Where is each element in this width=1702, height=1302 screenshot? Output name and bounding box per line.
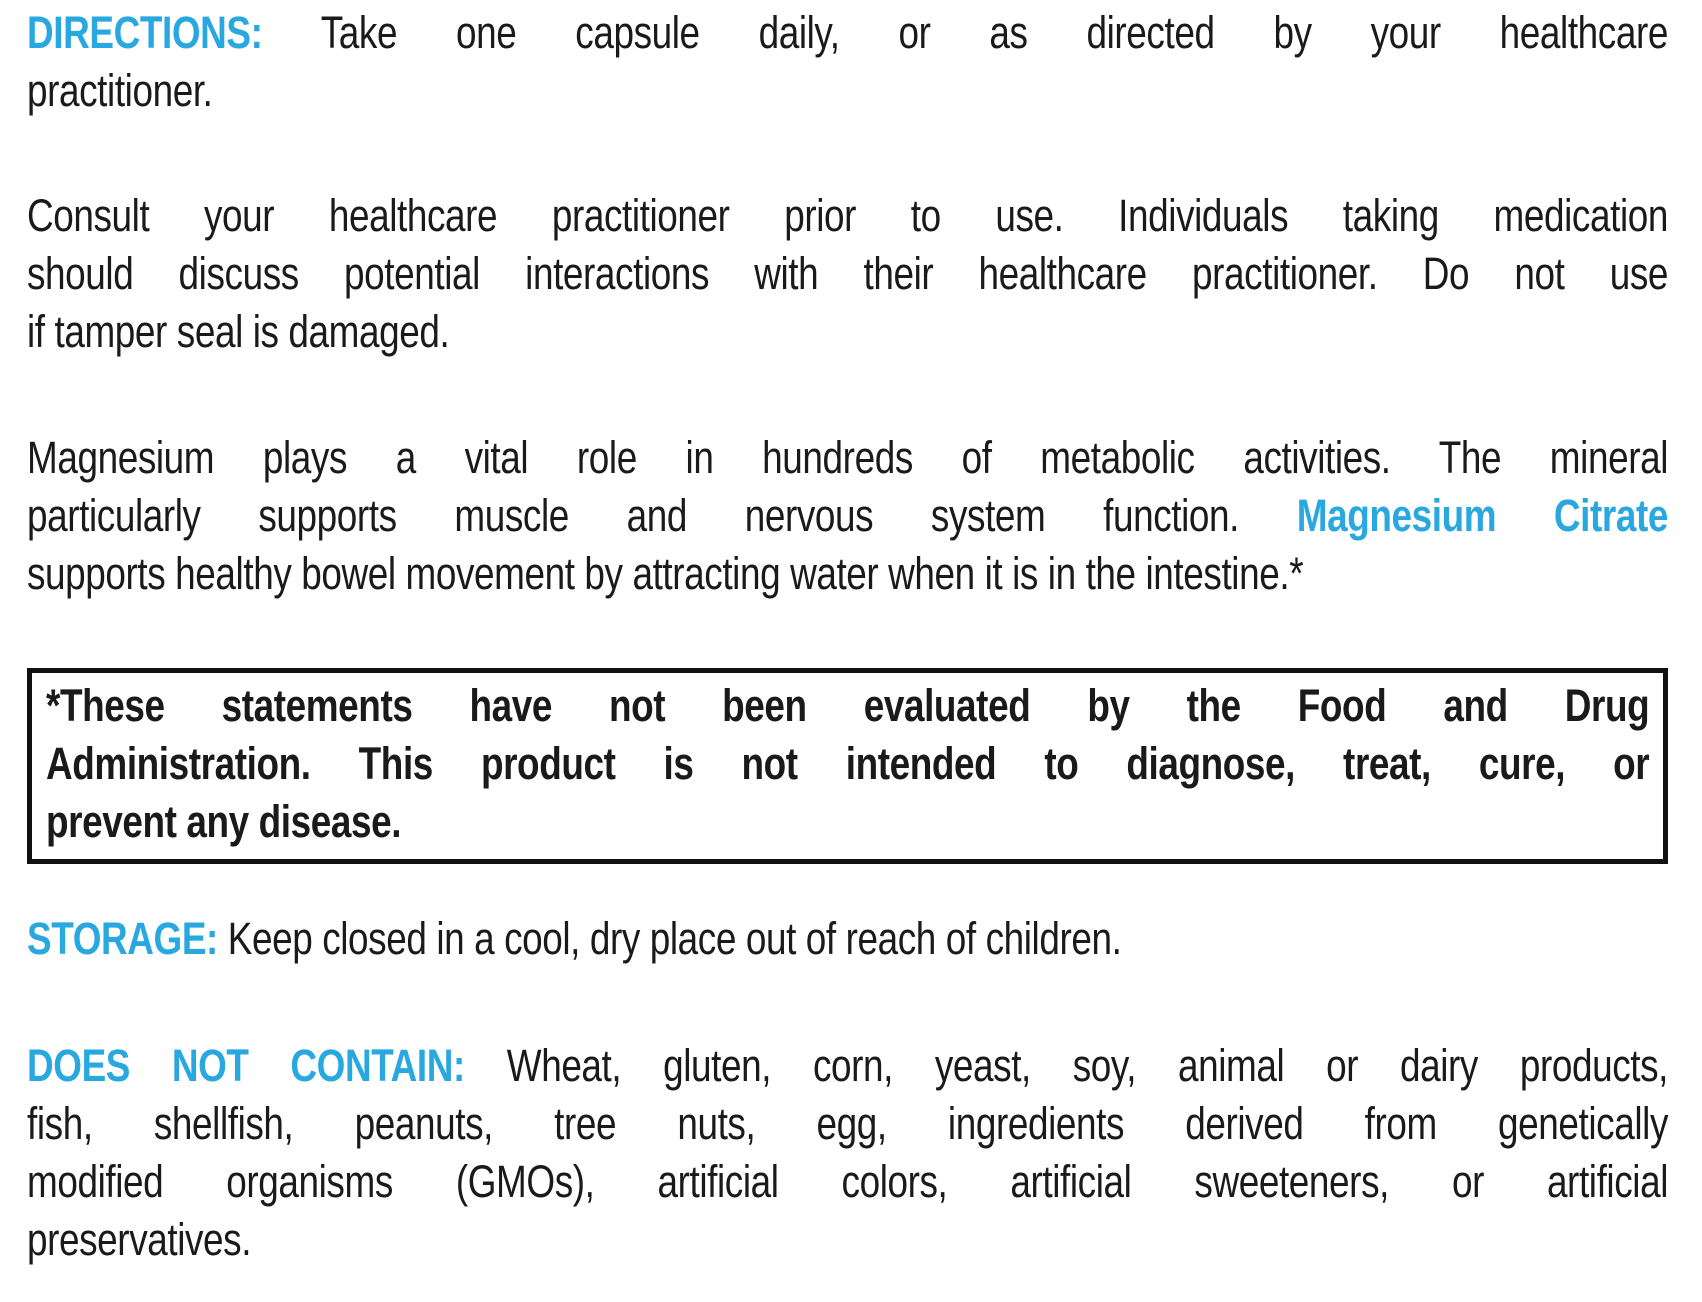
dnc-line-1 — [27, 1037, 1668, 1095]
dnc-line-4: preservatives. — [27, 1214, 252, 1265]
consult-paragraph — [27, 187, 1668, 361]
magnesium-citrate-highlight: Magnesium Citrate — [1296, 490, 1668, 541]
magnesium-paragraph — [27, 429, 1668, 603]
does-not-contain-heading: DOES NOT CONTAIN: — [27, 1040, 465, 1091]
directions-line-1-text: Take one capsule daily, or as directed by your healthcare — [262, 7, 1668, 58]
dnc-line-1-text: Wheat, gluten, corn, yeast, soy, animal or dairy products, — [464, 1040, 1669, 1091]
consult-line-1: Consult your healthcare practitioner prior to use. Individuals taking medication — [27, 190, 1668, 241]
storage-line-1 — [27, 910, 1668, 968]
consult-line-3: if tamper seal is damaged. — [27, 306, 450, 357]
consult-line-2: should discuss potential interactions with their healthcare practitioner. Do not use — [27, 248, 1668, 299]
does-not-contain-paragraph — [27, 1037, 1668, 1269]
magnesium-line-1: Magnesium plays a vital role in hundreds of metabolic activities. The mineral — [27, 432, 1668, 483]
storage-heading: STORAGE: — [27, 913, 218, 964]
storage-body-text: Keep closed in a cool, dry place out of reach of children. — [217, 913, 1122, 964]
fda-disclaimer-box — [27, 668, 1668, 864]
magnesium-line-2 — [27, 487, 1668, 545]
magnesium-line-2-text: particularly supports muscle and nervous system function. — [27, 490, 1297, 541]
dnc-line-2: fish, shellfish, peanuts, tree nuts, egg, ingredients derived from genetically — [27, 1098, 1668, 1149]
directions-line-1 — [27, 4, 1668, 62]
magnesium-line-3: supports healthy bowel movement by attracting water when it is in the intestine.* — [27, 548, 1304, 599]
disclaimer-line-3: prevent any disease. — [46, 796, 402, 847]
dnc-line-3: modified organisms (GMOs), artificial colors, artificial sweeteners, or artificial — [27, 1156, 1668, 1207]
directions-line-2: practitioner. — [27, 65, 213, 116]
directions-paragraph — [27, 4, 1668, 120]
fda-disclaimer-text — [46, 677, 1649, 851]
disclaimer-line-2: Administration. This product is not intended to diagnose, treat, cure, or — [46, 738, 1650, 789]
disclaimer-line-1: *These statements have not been evaluated by the Food and Drug — [46, 680, 1650, 731]
directions-heading: DIRECTIONS: — [27, 7, 263, 58]
storage-paragraph — [27, 910, 1668, 968]
